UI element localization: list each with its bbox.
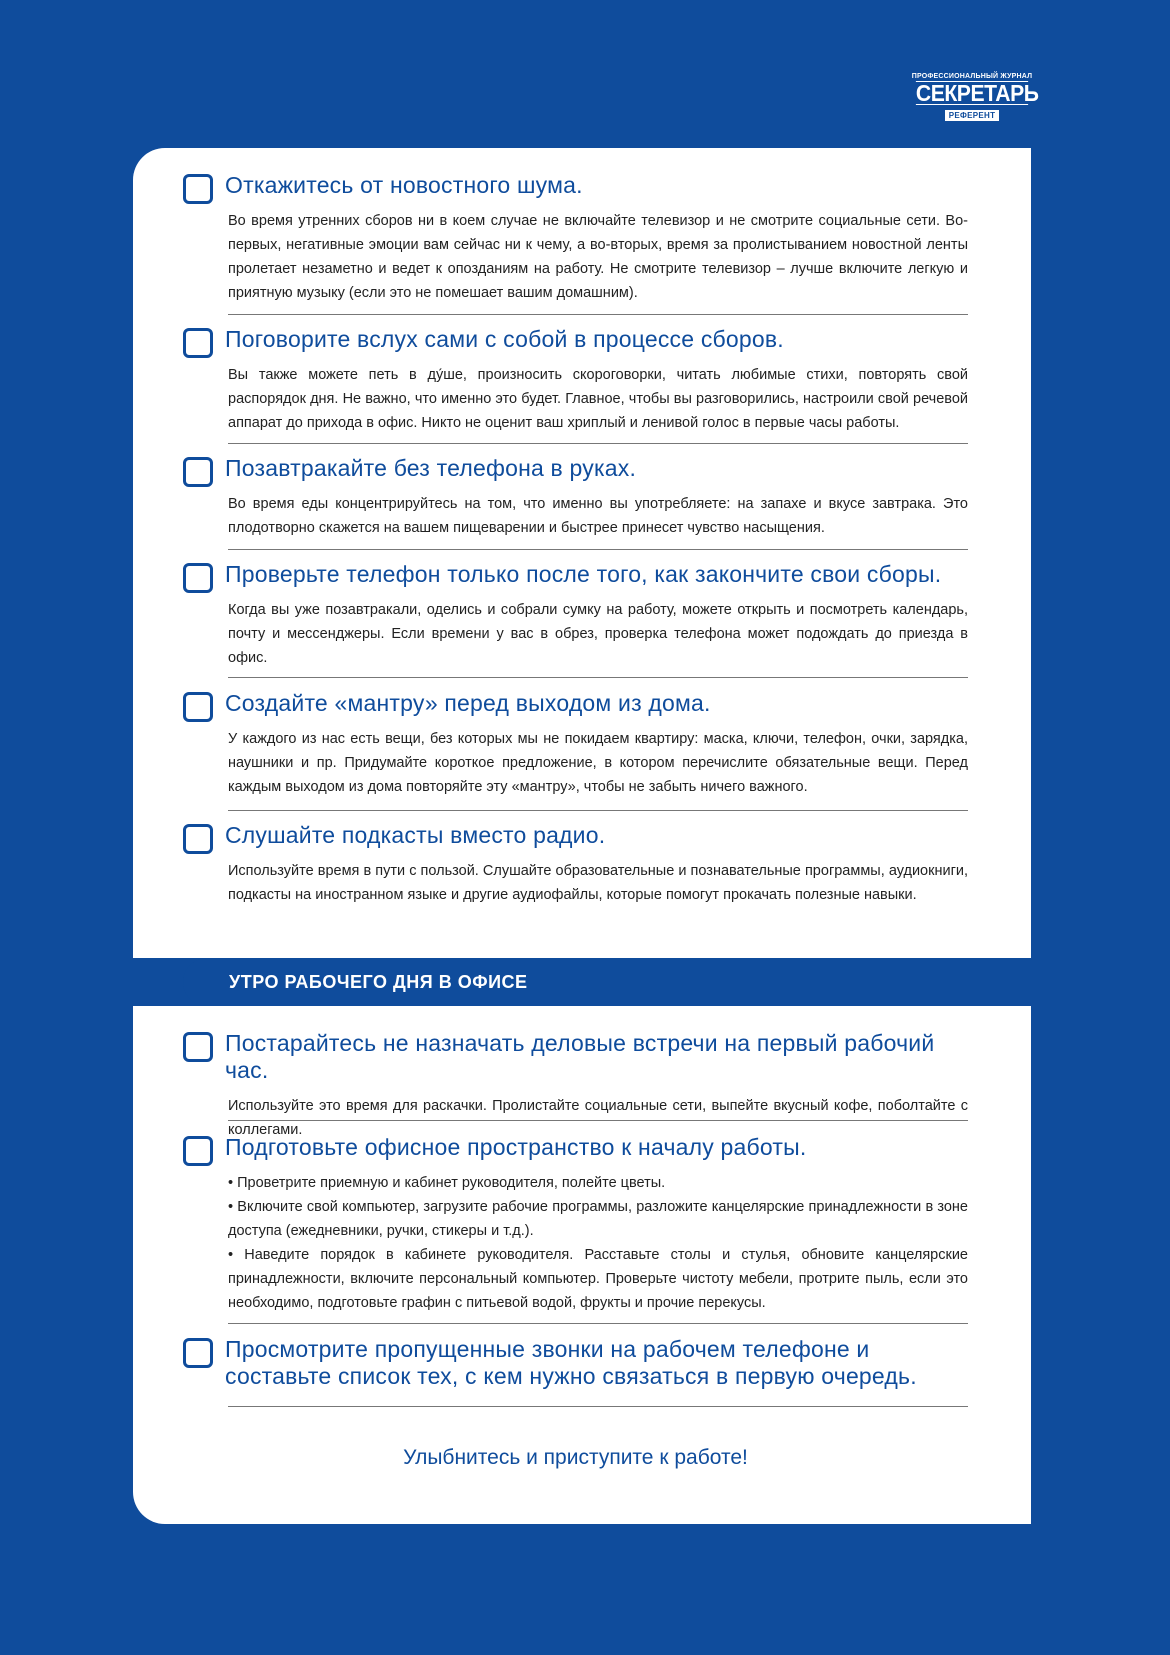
logo-title: СЕКРЕТАРЬ <box>915 80 1039 106</box>
bullet-item: • Включите свой компьютер, загрузите рабочие программы, разложите канцелярские принадлежности в зоне доступа (ежедневники, ручки, стикеры и т.д.). <box>228 1199 968 1239</box>
checkbox-icon[interactable] <box>183 1032 213 1062</box>
checklist-item <box>183 1336 968 1390</box>
checklist-item <box>183 690 968 799</box>
checkbox-icon[interactable] <box>183 1136 213 1166</box>
item-body: Используйте это время для раскачки. Пролистайте социальные сети, выпейте вкусный кофе, поболтайте с коллегами. <box>228 1098 968 1138</box>
item-body: Используйте время в пути с пользой. Слушайте образовательные и познавательные программы, аудиокниги, подкасты на иностранном языке и другие аудиофайлы, которые помогут прокачать полезные навыки. <box>228 863 968 903</box>
item-body: Во время еды концентрируйтесь на том, что именно вы употребляете: на запахе и вкусе завтрака. Это плодотворно скажется на вашем пищеварении и быстрее принесет чувство насыщения. <box>228 496 968 536</box>
divider <box>228 314 968 315</box>
item-body: Когда вы уже позавтракали, оделись и собрали сумку на работу, можете открыть и посмотреть календарь, почту и мессенджеры. Если времени у вас в обрез, проверка телефона может подождать до приезда в офис. <box>228 602 968 666</box>
divider <box>228 443 968 444</box>
item-body: Вы также можете петь в ду́ше, произносить скороговорки, читать любимые стихи, повторять свой распорядок дня. Не важно, что именно это будет. Главное, чтобы вы разговорились, настроили свой речевой аппарат до прихода в офис. Никто не оценит ваш хриплый и ленивой голос в первые часы работы. <box>228 367 968 431</box>
bullet-item: • Проветрите приемную и кабинет руководителя, полейте цветы. <box>228 1175 666 1191</box>
bullet-item: • Наведите порядок в кабинете руководителя. Расставьте столы и стулья, обновите канцелярские принадлежности, включите персональный компьютер. Проверьте чистоту мебели, протрите пыль, если это необходимо, подготовьте графин с питьевой водой, фрукты и прочие перекусы. <box>228 1247 968 1311</box>
checkbox-icon[interactable] <box>183 457 213 487</box>
divider <box>228 677 968 678</box>
item-title: Просмотрите пропущенные звонки на рабочем телефоне и составьте список тех, с кем нужно связаться в первую очередь. <box>225 1336 917 1389</box>
checklist-item <box>183 455 968 540</box>
item-bullets <box>228 1171 968 1315</box>
checkbox-icon[interactable] <box>183 563 213 593</box>
item-title: Откажитесь от новостного шума. <box>225 172 583 198</box>
logo-subtitle: ПРОФЕССИОНАЛЬНЫЙ ЖУРНАЛ <box>911 73 1033 80</box>
checkbox-icon[interactable] <box>183 174 213 204</box>
checklist-item <box>183 561 968 670</box>
checklist-item <box>183 1134 968 1315</box>
item-title: Проверьте телефон только после того, как закончите свои сборы. <box>225 561 942 587</box>
item-title: Постарайтесь не назначать деловые встречи на первый рабочий час. <box>225 1030 935 1083</box>
section-heading: УТРО РАБОЧЕГО ДНЯ В ОФИСЕ <box>229 972 528 992</box>
checklist-item <box>183 1030 968 1142</box>
checklist-item <box>183 172 968 305</box>
item-title: Подготовьте офисное пространство к началу работы. <box>225 1134 807 1160</box>
magazine-logo <box>911 72 1039 123</box>
divider <box>228 1323 968 1324</box>
item-title: Позавтракайте без телефона в руках. <box>225 455 637 481</box>
closing-message: Улыбнитесь и приступите к работе! <box>403 1446 748 1469</box>
divider <box>228 1120 968 1121</box>
item-body: У каждого из нас есть вещи, без которых мы не покидаем квартиру: маска, ключи, телефон, очки, зарядка, наушники и пр. Придумайте короткое предложение, в котором перечислите обязательные вещи. Перед каждым выходом из дома повторяйте эту «мантру», чтобы не забыть ничего важного. <box>228 731 968 795</box>
divider <box>228 810 968 811</box>
checkbox-icon[interactable] <box>183 692 213 722</box>
item-body: Во время утренних сборов ни в коем случае не включайте телевизор и не смотрите социальные сети. Во-первых, негативные эмоции вам сейчас ни к чему, а во-вторых, время за пролистыванием новостной ленты пролетает незаметно и ведет к опозданиям на работу. Не смотрите телевизор – лучше включите легкую и приятную музыку (если это не помешает вашим домашним). <box>228 213 968 301</box>
checkbox-icon[interactable] <box>183 1338 213 1368</box>
checklist-item <box>183 326 968 435</box>
logo-tag: РЕФЕРЕНТ <box>945 110 1000 121</box>
divider <box>228 549 968 550</box>
item-title: Создайте «мантру» перед выходом из дома. <box>225 690 711 716</box>
item-title: Поговорите вслух сами с собой в процессе сборов. <box>225 326 784 352</box>
checklist-item <box>183 822 968 907</box>
checkbox-icon[interactable] <box>183 824 213 854</box>
divider <box>228 1406 968 1407</box>
checkbox-icon[interactable] <box>183 328 213 358</box>
item-title: Слушайте подкасты вместо радио. <box>225 822 606 848</box>
section-banner <box>183 958 1053 1006</box>
